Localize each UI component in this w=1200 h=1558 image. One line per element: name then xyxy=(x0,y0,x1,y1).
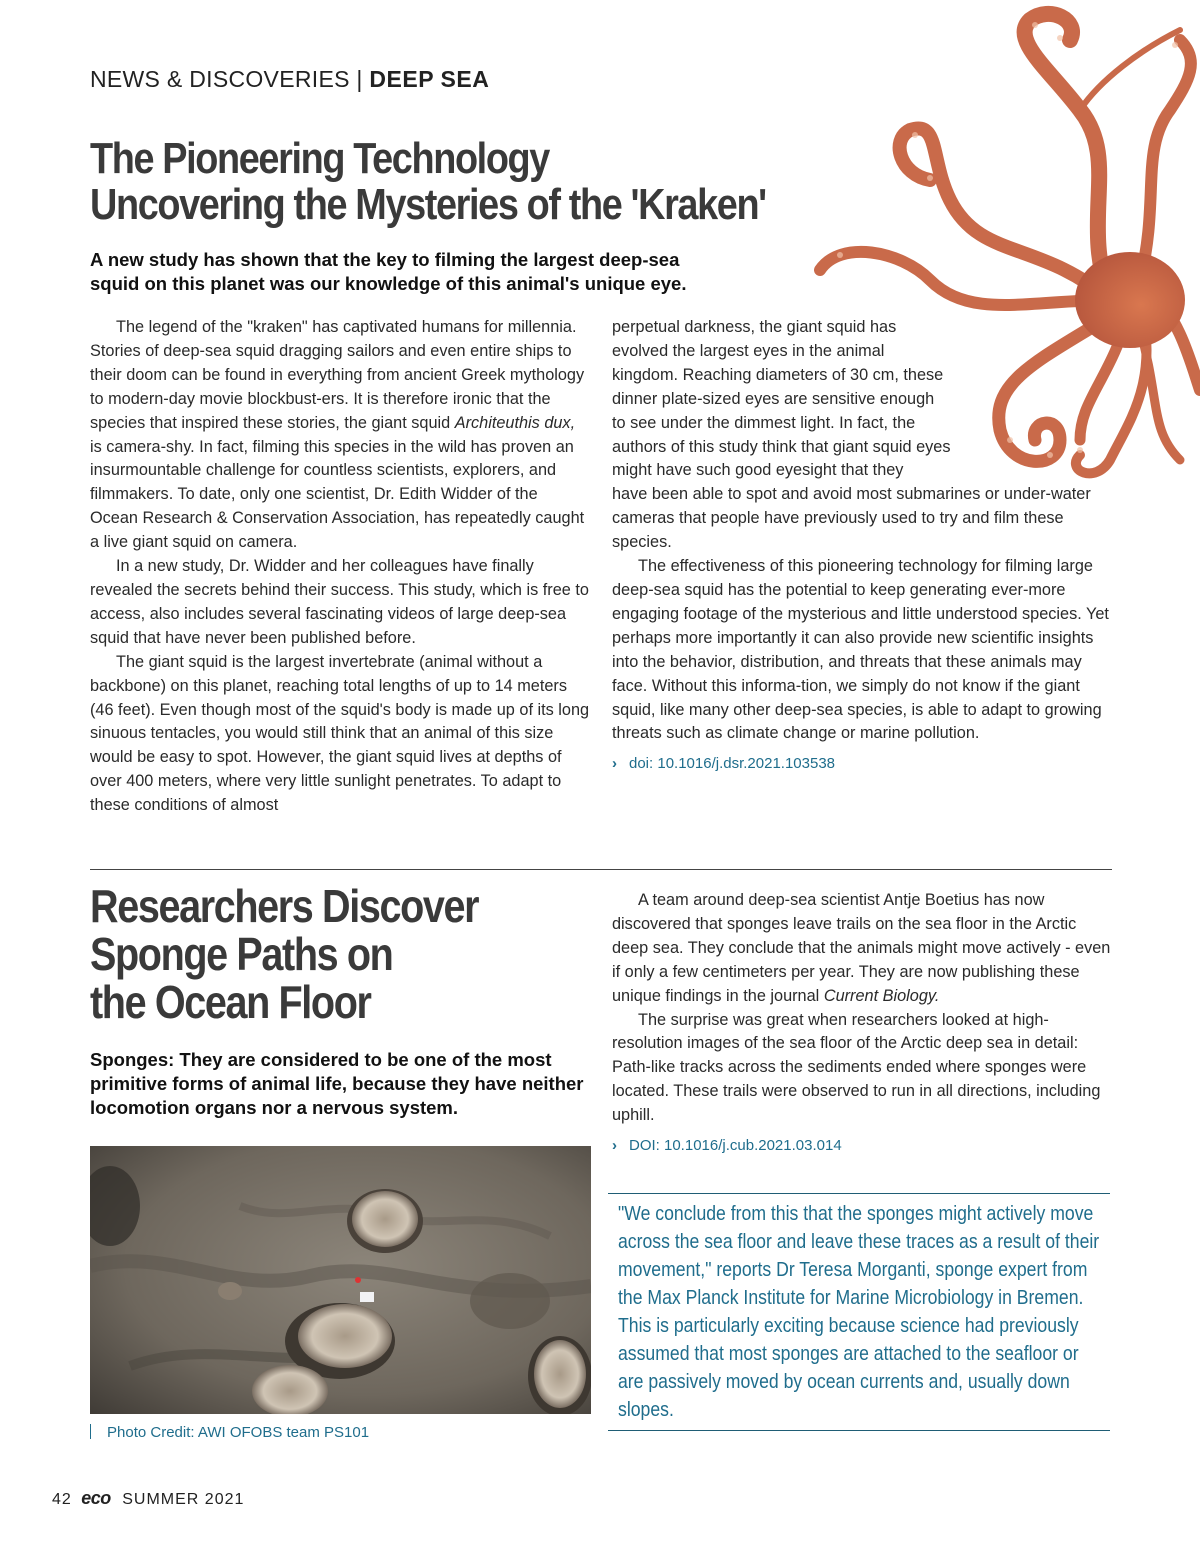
page-number: 42 xyxy=(52,1491,72,1508)
section-divider xyxy=(90,869,1112,870)
chevron-right-icon: › xyxy=(612,755,617,773)
credit-bar xyxy=(90,1424,91,1439)
article2-paragraph2: The surprise was great when researchers looked at high-resolution images of the sea floor of the Arctic deep sea in detail: Path-like tracks across the sediments ended where sponges were located. These trails were observed to run in all directions, including uphill. xyxy=(612,1010,1101,1125)
article2-column2 xyxy=(612,889,1112,1158)
article2-doi-link[interactable] xyxy=(612,1134,1112,1158)
article1-paragraph3: The giant squid is the largest invertebrate (animal without a backbone) on this planet, reaching total lengths of up to 14 meters (46 feet). Even though most of the squid's body is made up of its long sinuous tentacles, you would still think that an animal of this size would be easy to spot. However, the giant squid lives at depths of over 400 meters, where very little sunlight penetrates. To adapt to these conditions of almost xyxy=(90,652,590,815)
article2-title-line2: Sponge Paths on xyxy=(90,928,393,980)
article2-title-line3: the Ocean Floor xyxy=(90,976,371,1028)
issue-label: SUMMER 2021 xyxy=(122,1491,245,1508)
article1-deck xyxy=(90,248,770,296)
article1-deck-line1: A new study has shown that the key to filming the largest deep-sea xyxy=(90,249,680,270)
article1-title-line1: The Pioneering Technology xyxy=(90,134,549,183)
chevron-right-icon: › xyxy=(612,1137,617,1155)
article1-column1 xyxy=(90,316,590,818)
sponge-seafloor-photo xyxy=(90,1146,591,1414)
article1-title xyxy=(90,134,766,229)
section-label: NEWS & DISCOVERIES | xyxy=(90,66,363,92)
article1-deck-line2: squid on this planet was our knowledge of this animal's unique eye. xyxy=(90,273,687,294)
article1-title-line2: Uncovering the Mysteries of the 'Kraken' xyxy=(90,180,766,229)
article2-p1-text: A team around deep-sea scientist Antje Boetius has now discovered that sponges leave trails on the sea floor in the Arctic deep sea. They conclude that the animals might move actively - even if only a few centimeters per year. They are now publishing these unique findings in the journal xyxy=(612,891,1111,1005)
journal-name: Current Biology. xyxy=(823,986,940,1005)
article1-p3-cont-narrow: perpetual darkness, the giant squid has evolved the largest eyes in the animal kingdom. Reaching diameters of 30 cm, these dinner plate-sized eyes are sensitive enough to see under the dimmest light. In fact, the authors of this study think that giant squid eyes might have such good eyesight that they xyxy=(612,318,951,480)
article1-column2 xyxy=(612,316,1112,776)
pull-quote-text: "We conclude from this that the sponges might actively move across the sea floor and leave these traces as a result of their movement," reports Dr Teresa Morganti, sponge expert from the Max Planck Institute for Marine Microbiology in Bremen. This is particularly exciting because science had previously assumed that most sponges are attached to the seafloor or are passively moved by ocean currents and, usually down slopes. xyxy=(618,1202,1100,1421)
article1-paragraph4: The effectiveness of this pioneering technology for filming large deep-sea squid has the potential to keep generating ever-more engaging footage of the mysterious and little understood species. Yet perhaps more importantly it can also provide new scientific insights into the behavior, distribution, and threats that these animals may face. Without this informa-tion, we simply do not know if the giant squid, like many other deep-sea species, is able to adapt to growing threats such as climate change or marine pollution. xyxy=(612,557,1109,743)
species-name: Architeuthis dux, xyxy=(454,413,576,432)
photo-credit xyxy=(90,1424,369,1441)
article1-doi-link[interactable] xyxy=(612,752,1112,776)
article1-paragraph2: In a new study, Dr. Widder and her colleagues have finally revealed the secrets behind their success. This study, which is free to access, also includes several fascinating videos of large deep-sea squid that have never been published before. xyxy=(90,557,589,647)
article1-paragraph1 xyxy=(90,316,590,555)
eco-logo: eco xyxy=(81,1488,111,1508)
article1-p1-text-a: The legend of the "kraken" has captivated humans for millennia. Stories of deep-sea squid dragging sailors and even entire ships to their doom can be found in everything from ancient Greek mythology to modern-day movie blockbust-ers. It is therefore ironic that the species that inspired these stories, the giant squid xyxy=(90,318,585,432)
photo-credit-text: Photo Credit: AWI OFOBS team PS101 xyxy=(107,1424,370,1441)
section-kicker xyxy=(90,66,489,93)
section-topic: DEEP SEA xyxy=(369,66,490,92)
page-footer xyxy=(52,1488,244,1509)
article1-p1-text-b: is camera-shy. In fact, filming this species in the wild has proven an insurmountable challenge for countless scientists, explorers, and filmmakers. To date, only one scientist, Dr. Edith Widder of the Ocean Research & Conservation Association, has repeatedly caught a live giant squid on camera. xyxy=(90,437,585,552)
article1-doi-text: doi: 10.1016/j.dsr.2021.103538 xyxy=(629,755,836,773)
article2-title xyxy=(90,882,537,1026)
article1-paragraph3-continued xyxy=(612,316,1112,555)
article1-p3-cont-wide: have been able to spot and avoid most submarines or under-water cameras that people have previously used to try and film these species. xyxy=(612,485,1091,552)
article2-title-line1: Researchers Discover xyxy=(90,880,479,932)
article2-doi-text: DOI: 10.1016/j.cub.2021.03.014 xyxy=(629,1137,842,1155)
pull-quote xyxy=(608,1193,1110,1431)
article2-deck: Sponges: They are considered to be one of the most primitive forms of animal life, because they have neither locomotion organs nor a nervous system. xyxy=(90,1049,584,1118)
sponge-photo-image xyxy=(90,1146,591,1414)
article2-paragraph1 xyxy=(612,889,1112,1009)
